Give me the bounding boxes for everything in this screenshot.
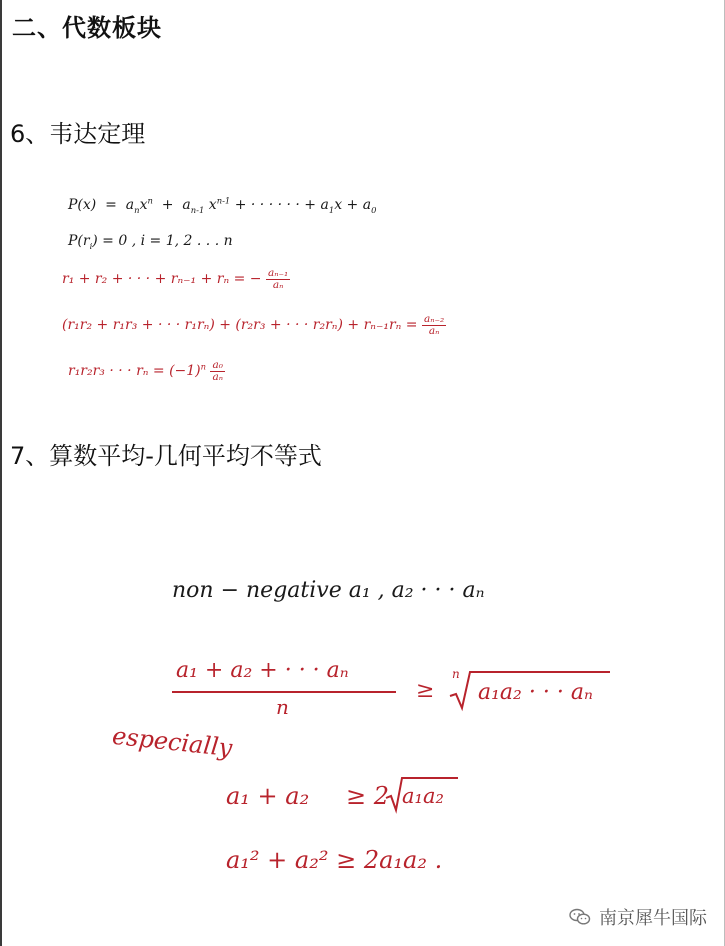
- special-case-1-root-body: a₁a₂: [402, 784, 444, 808]
- poly-t7: x: [208, 197, 217, 213]
- poly-t4: +: [161, 197, 174, 213]
- roots-rest: ) = 0 , i = 1, 2 . . . n: [92, 233, 233, 249]
- pairs-lhs: (r₁r₂ + r₁r₃ + · · · r₁rₙ) + (r₂r₃ + · · · r₂rₙ) + rₙ₋₁rₙ =: [62, 317, 418, 333]
- poly-t2: x: [139, 197, 148, 213]
- sum-fraction: [266, 268, 290, 290]
- poly-t9: + · · · · · · + a: [234, 197, 329, 213]
- special-case-2: a₁² + a₂² ≥ 2a₁a₂ .: [226, 846, 443, 874]
- gm-root-body: a₁a₂ · · · aₙ: [478, 680, 593, 705]
- am-fraction-bar: [172, 691, 396, 693]
- sum-num: aₙ₋₁: [267, 267, 289, 279]
- wechat-icon: [569, 908, 591, 926]
- special-case-1-lhs: a₁ + a₂: [226, 782, 310, 810]
- am-geq: ≥: [416, 678, 435, 703]
- watermark: [569, 904, 707, 930]
- left-border: [0, 0, 2, 946]
- poly-t5: a: [182, 197, 191, 213]
- product-lhs: r₁r₂r₃ · · · rₙ = (−1): [68, 363, 201, 379]
- special-case-1-geq: ≥ 2: [346, 782, 390, 810]
- poly-t1: n: [134, 204, 140, 215]
- product-exp: n: [200, 361, 207, 372]
- sum-den: aₙ: [272, 278, 284, 291]
- roots-line: [68, 233, 233, 251]
- pair-products-line: [62, 314, 446, 336]
- am-denominator: n: [276, 695, 289, 719]
- am-fraction: [176, 660, 349, 682]
- poly-lhs: P(x): [68, 197, 97, 213]
- polynomial-line: [68, 195, 377, 215]
- product-fraction: [210, 360, 225, 382]
- poly-t10: 1: [328, 204, 335, 215]
- roots-text: P(r: [68, 233, 90, 249]
- poly-eq: =: [105, 197, 117, 213]
- sum-of-roots-line: [62, 268, 290, 290]
- poly-t12: 0: [371, 204, 377, 215]
- am-gm-heading: 7、算数平均-几何平均不等式: [10, 442, 322, 470]
- pairs-num: aₙ₋₂: [423, 313, 445, 325]
- poly-t0: a: [125, 197, 135, 213]
- product-num: a₀: [210, 360, 225, 372]
- poly-t3: n: [147, 195, 153, 206]
- poly-t6: n-1: [190, 204, 205, 215]
- pairs-den: aₙ: [428, 324, 440, 337]
- premise-line: non − negative a₁ , a₂ · · · aₙ: [172, 578, 485, 603]
- vieta-heading: 6、韦达定理: [10, 120, 146, 148]
- pairs-fraction: [422, 314, 446, 336]
- section-heading: 二、代数板块: [12, 14, 162, 42]
- sum-lhs: r₁ + r₂ + · · · + rₙ₋₁ + rₙ = −: [62, 271, 262, 287]
- product-den: aₙ: [212, 370, 223, 383]
- poly-t8: n-1: [216, 195, 231, 206]
- root-index: n: [452, 667, 460, 681]
- product-of-roots-line: [68, 360, 225, 382]
- poly-t11: x + a: [334, 197, 372, 213]
- watermark-text: 南京犀牛国际: [599, 908, 707, 929]
- roots-sub: i: [89, 240, 93, 251]
- especially-label: especially: [110, 721, 234, 763]
- am-numerator: a₁ + a₂ + · · · aₙ: [176, 658, 349, 683]
